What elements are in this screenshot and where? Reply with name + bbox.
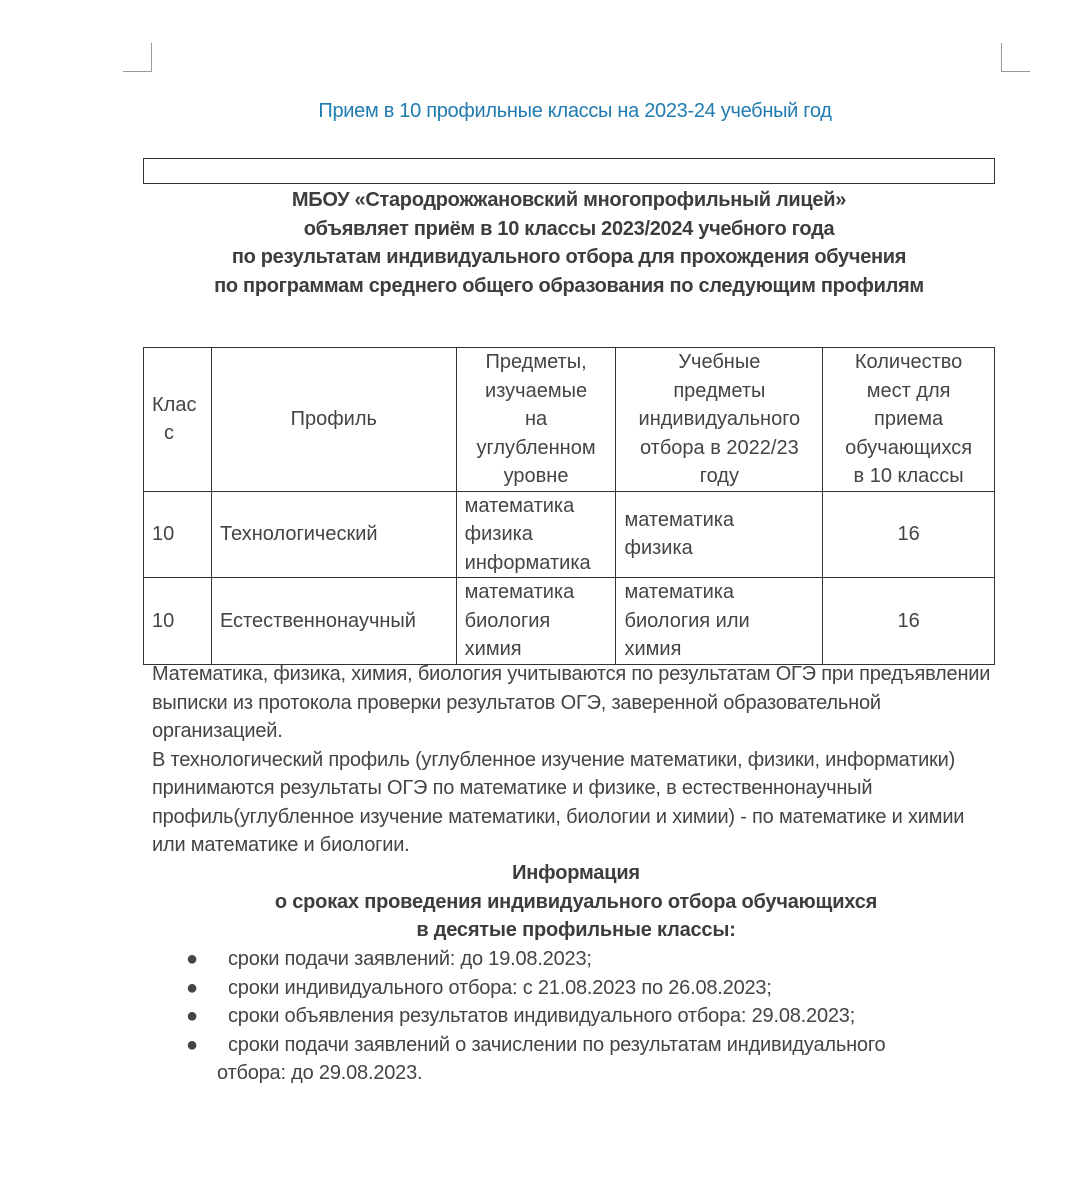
header-line: углубленном — [476, 436, 596, 459]
header-line: Предметы, — [485, 351, 587, 373]
header-line: году — [699, 465, 739, 487]
info-heading — [143, 859, 1009, 945]
info-heading-line: о сроках проведения индивидуального отбора обучающихся — [274, 890, 878, 913]
profiles-table — [143, 347, 995, 665]
page-corner-top-left — [123, 43, 152, 72]
header-line: уровне — [503, 465, 569, 487]
note-paragraph: Математика, физика, химия, биология учитываются по результатам ОГЭ при предъявлении выписки из протокола проверки результатов ОГЭ, заверенной образовательной организацией. — [152, 663, 991, 742]
header-line: изучаемые — [485, 379, 588, 402]
subject: математика — [624, 581, 735, 603]
note-paragraph: В технологический профиль (углубленное изучение математики, физики, информатики) принимаются результаты ОГЭ по математике и физике, в естественнонаучный профиль(углубленное изучение математики, биологии и химии) - по математике и химии или математике и биологии. — [152, 748, 965, 856]
empty-frame — [143, 158, 995, 184]
deadline-text: сроки индивидуального отбора: с 21.08.2023 по 26.08.2023; — [228, 976, 772, 999]
subject: химия — [624, 638, 682, 660]
header-line: мест для — [866, 379, 951, 402]
document-title: Прием в 10 профильные классы на 2023-24 учебный год — [318, 100, 832, 122]
info-heading-line: Информация — [512, 862, 640, 884]
deadlines-list — [180, 945, 1000, 1088]
header-line: Учебные — [678, 351, 761, 373]
cell-class: 10 — [144, 578, 212, 665]
subject: математика — [624, 508, 735, 531]
header-line: индивидуального — [638, 408, 801, 430]
announcement-heading — [143, 186, 995, 300]
header-line: отбора в 2022/23 — [640, 436, 799, 459]
page-corner-top-right — [1001, 43, 1030, 72]
header-class-line: Клас — [152, 393, 197, 416]
bullet-icon: ● — [186, 1033, 198, 1056]
header-profile: Профиль — [211, 348, 456, 492]
cell-selection-subjects — [616, 578, 823, 665]
cell-profile: Технологический — [211, 491, 456, 578]
header-line: предметы — [673, 379, 766, 402]
cell-places: 16 — [823, 491, 995, 578]
cell-deep-subjects — [456, 491, 616, 578]
list-item — [180, 1002, 1000, 1031]
notes-section — [152, 660, 997, 860]
header-class-line: с — [164, 422, 174, 445]
table-row — [144, 491, 995, 578]
intro-line: МБОУ «Стародрожжановский многопрофильный лицей» — [291, 189, 847, 211]
bullet-icon: ● — [186, 948, 198, 970]
list-item — [180, 945, 1000, 974]
subject: математика — [464, 494, 575, 517]
header-line: приема — [874, 408, 944, 430]
subject: биология — [464, 609, 551, 632]
table-header-row — [144, 348, 995, 492]
bullet-icon: ● — [186, 976, 198, 999]
header-line: Количество — [854, 351, 963, 373]
cell-profile: Естественнонаучный — [211, 578, 456, 665]
cell-places: 16 — [823, 578, 995, 665]
header-selection-subjects — [616, 348, 823, 492]
deadline-text: сроки подачи заявлений о зачислении по результатам индивидуального — [228, 1033, 886, 1056]
subject: физика — [464, 523, 533, 545]
header-line: обучающихся — [845, 436, 973, 459]
list-item — [180, 974, 1000, 1003]
cell-selection-subjects — [616, 491, 823, 578]
header-line: на — [524, 408, 548, 430]
intro-line: объявляет приём в 10 классы 2023/2024 учебного года — [303, 217, 835, 240]
deadline-text: сроки объявления результатов индивидуального отбора: 29.08.2023; — [228, 1005, 856, 1027]
header-class — [144, 348, 212, 492]
intro-line: по результатам индивидуального отбора для прохождения обучения — [231, 246, 907, 268]
header-line: в 10 классы — [853, 465, 964, 487]
deadline-text: сроки подачи заявлений: до 19.08.2023; — [228, 948, 592, 970]
intro-line: по программам среднего общего образования по следующим профилям — [214, 274, 924, 297]
subject: химия — [464, 638, 522, 660]
subject: биология или — [624, 609, 750, 632]
table-row — [144, 578, 995, 665]
cell-deep-subjects — [456, 578, 616, 665]
list-item — [180, 1031, 1000, 1088]
cell-class: 10 — [144, 491, 212, 578]
subject: математика — [464, 581, 575, 603]
bullet-icon: ● — [186, 1005, 198, 1027]
info-heading-line: в десятые профильные классы: — [416, 919, 736, 941]
header-places — [823, 348, 995, 492]
subject: физика — [624, 537, 693, 560]
subject: информатика — [464, 551, 591, 574]
deadline-text-continuation: отбора: до 29.08.2023. — [217, 1062, 423, 1084]
header-deep-subjects — [456, 348, 616, 492]
